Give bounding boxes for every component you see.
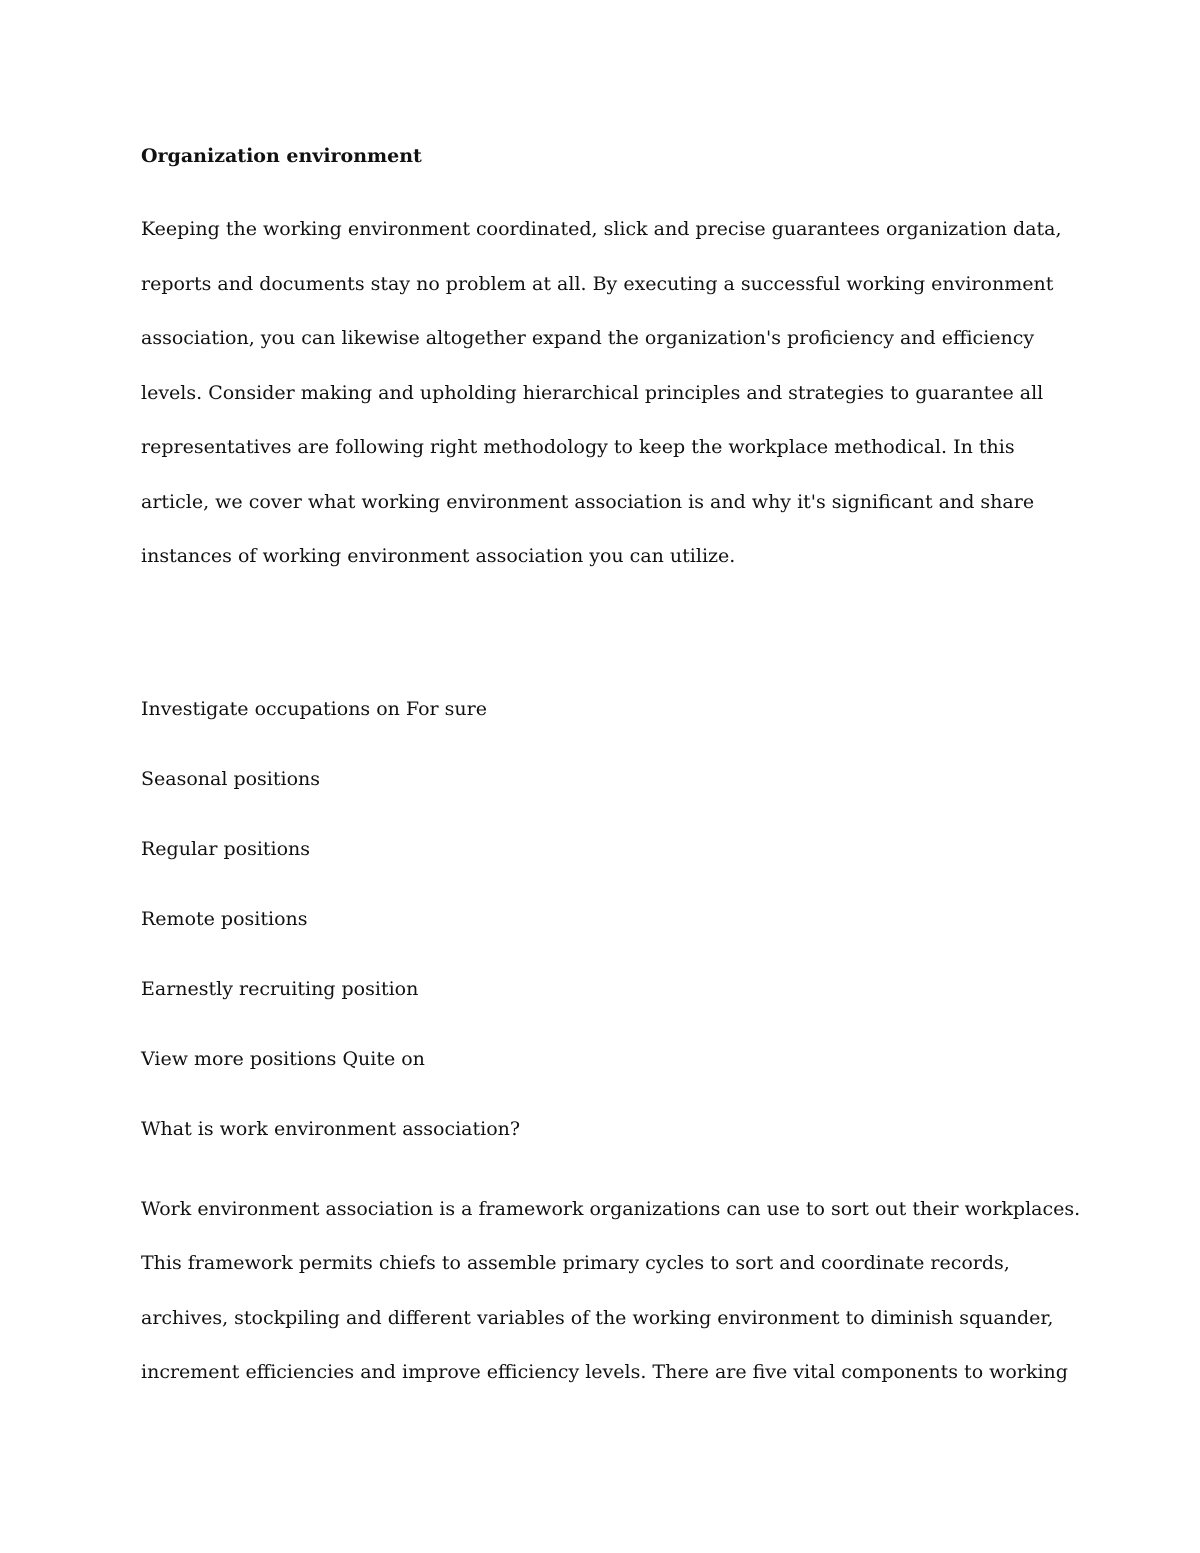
text-line: archives, stockpiling and different variables of the working environment to diminish squander, — [141, 1306, 1054, 1329]
document-title: Organization environment — [141, 145, 422, 167]
list-item: Seasonal positions — [141, 767, 321, 790]
list-item: Regular positions — [141, 837, 311, 860]
positions-list — [141, 692, 1081, 1147]
text-line: Keeping the working environment coordinated, slick and precise guarantees organization data, — [141, 218, 1062, 240]
text-line: article, we cover what working environment association is and why it's significant and share — [141, 490, 1035, 513]
list-item: View more positions Quite on — [141, 1047, 425, 1070]
section-heading: What is work environment association? — [141, 1117, 521, 1140]
list-item: Remote positions — [141, 907, 308, 930]
text-line: increment efficiencies and improve efficiency levels. There are five vital components to working — [141, 1361, 1068, 1383]
text-line: representatives are following right methodology to keep the workplace methodical. In this — [141, 436, 1015, 458]
document-content — [141, 140, 1081, 1400]
text-line: instances of working environment association you can utilize. — [141, 545, 736, 567]
paragraph-intro — [141, 202, 1081, 584]
paragraph-definition — [141, 1182, 1081, 1400]
text-line: This framework permits chiefs to assemble primary cycles to sort and coordinate records, — [141, 1252, 1010, 1274]
list-item: Earnestly recruiting position — [141, 977, 419, 1000]
text-line: Work environment association is a framework organizations can use to sort out their workplaces. — [141, 1197, 1081, 1220]
list-item: Investigate occupations on For sure — [141, 697, 487, 720]
text-line: association, you can likewise altogether expand the organization's proficiency and efficiency — [141, 327, 1035, 349]
text-line: levels. Consider making and upholding hierarchical principles and strategies to guarantee all — [141, 381, 1044, 404]
text-line: reports and documents stay no problem at all. By executing a successful working environment — [141, 272, 1054, 295]
